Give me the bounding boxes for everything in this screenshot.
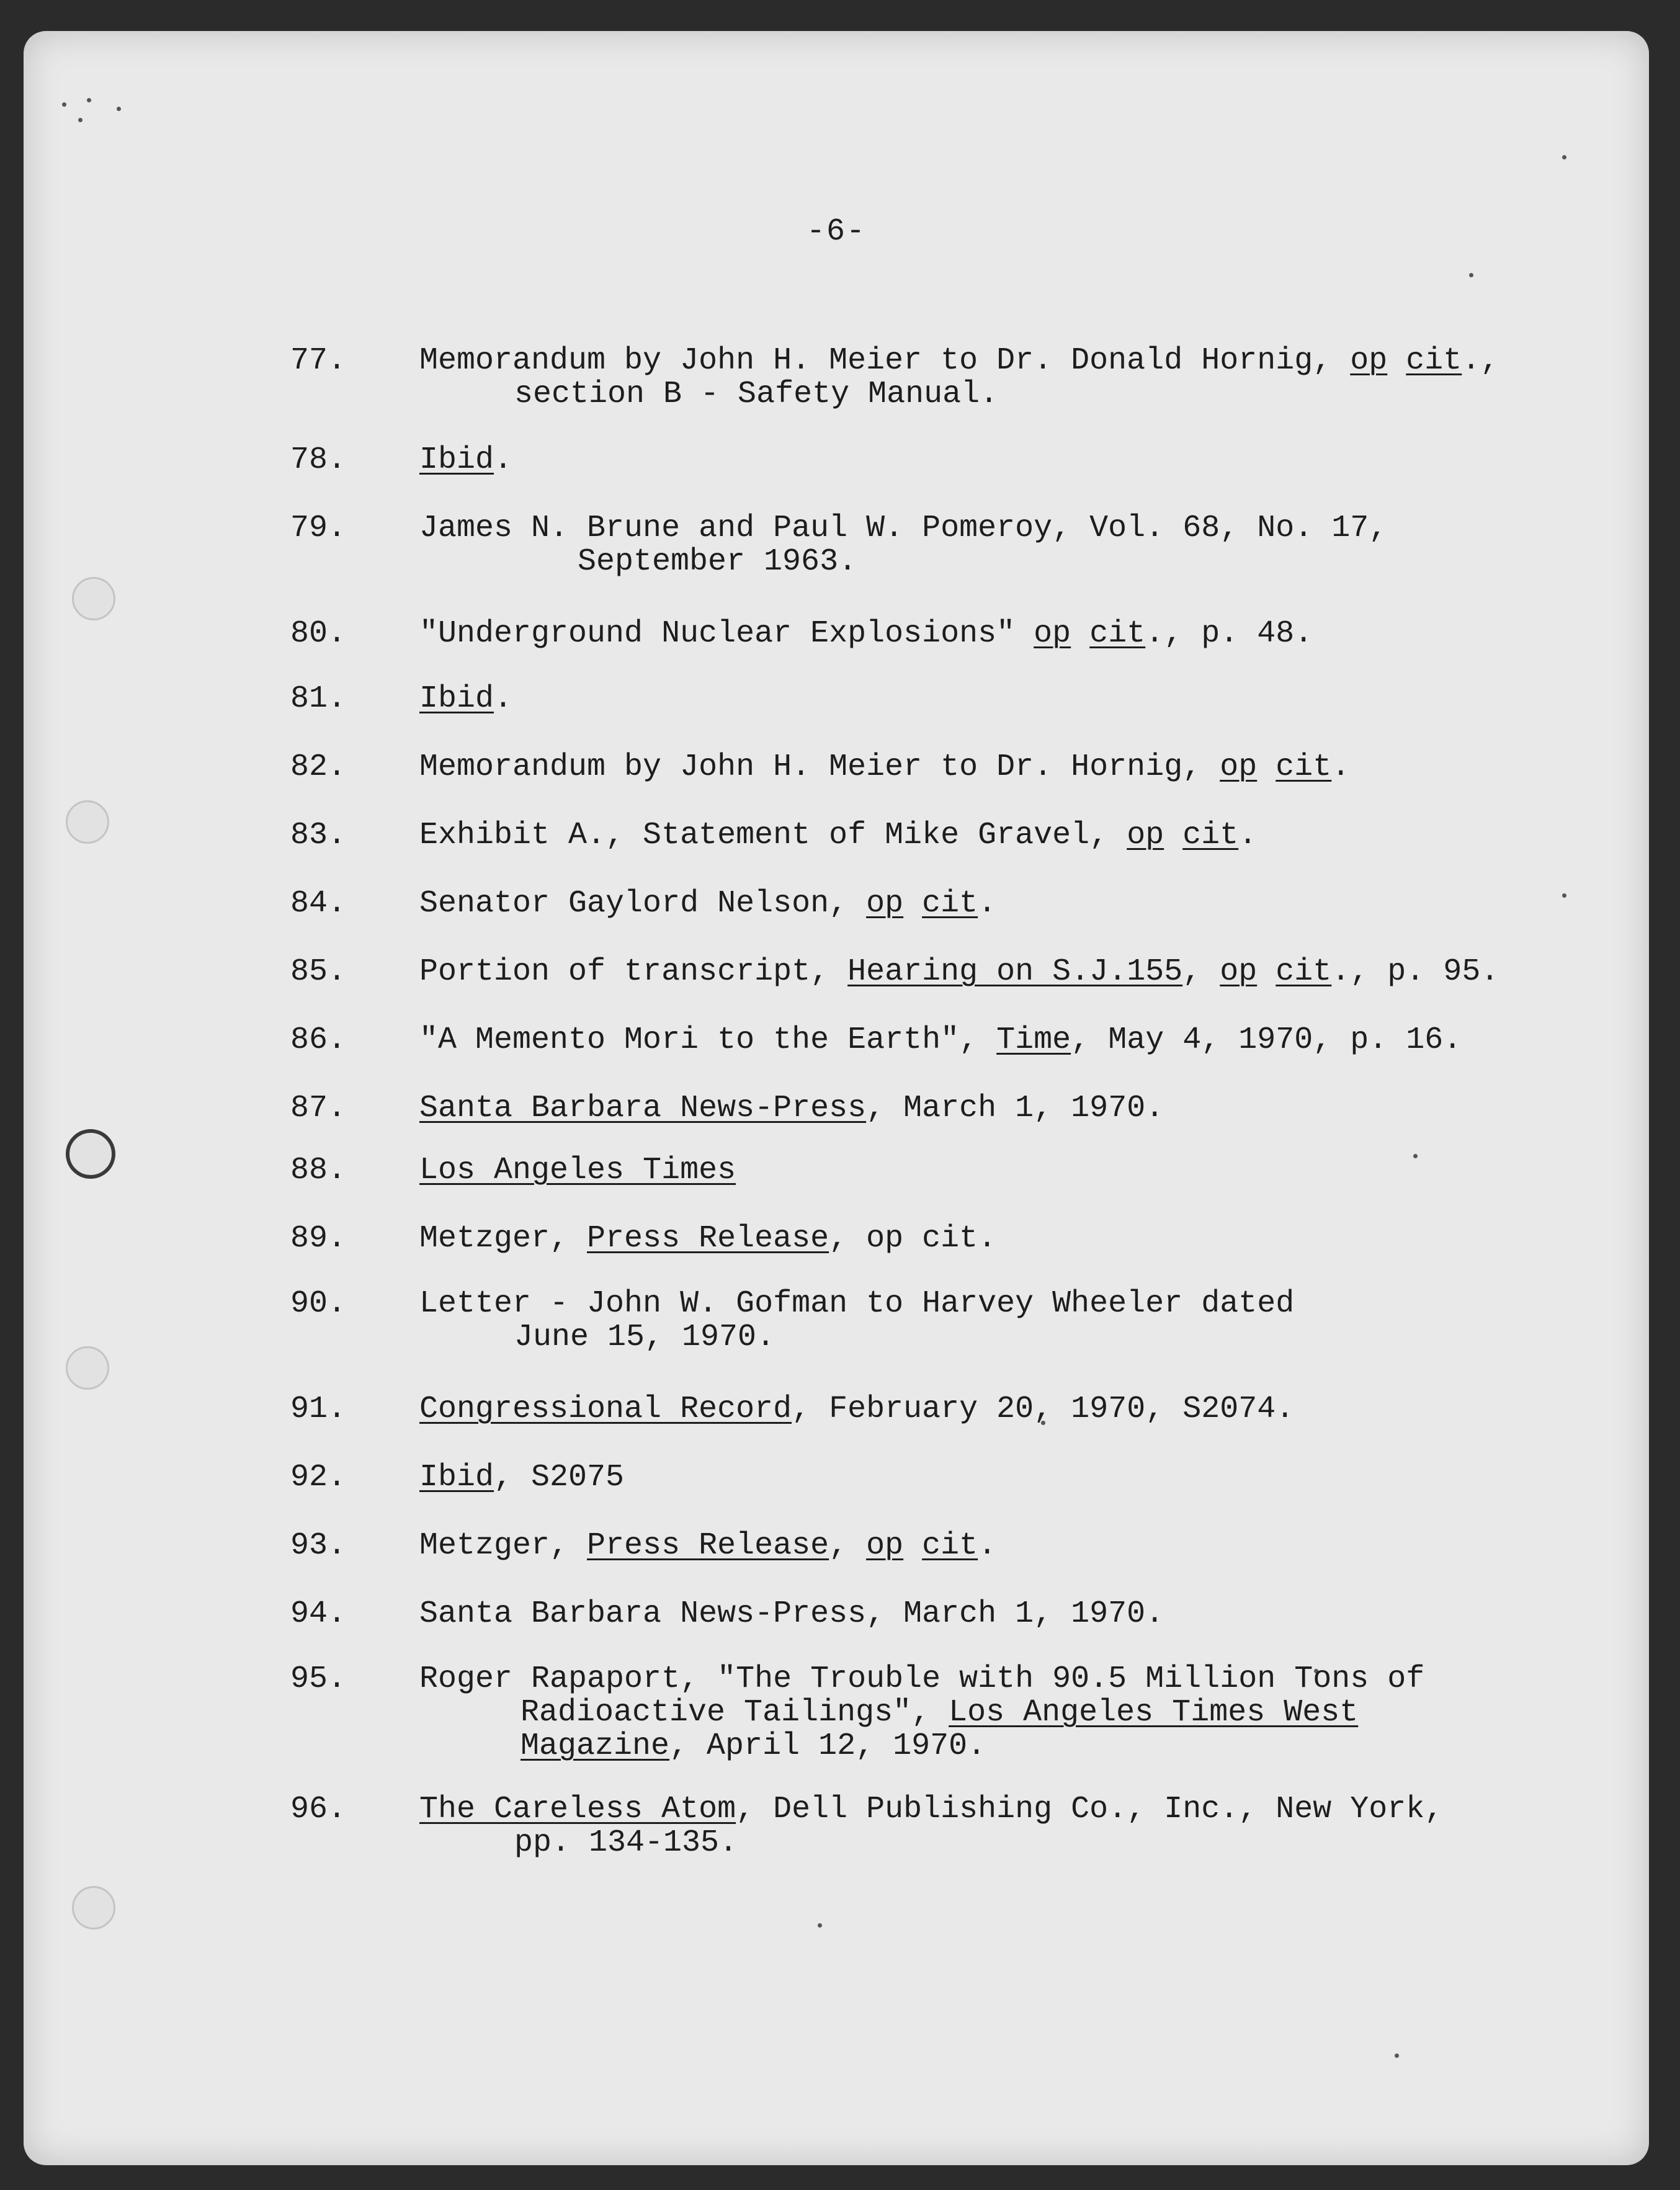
footnote-text-line [514, 378, 998, 411]
citation-text: , March 1, 1970. [866, 1091, 1164, 1126]
citation-text [903, 886, 922, 921]
citation-text [1257, 749, 1276, 785]
citation-text: , Dell Publishing Co., Inc., New York, [736, 1792, 1444, 1827]
citation-text: ., [1462, 343, 1499, 378]
underlined-citation: Congressional Record [419, 1392, 792, 1427]
citation-text: , May 4, 1970, p. 16. [1071, 1022, 1462, 1058]
footnote-number: 88. [290, 1153, 347, 1188]
document-page [24, 31, 1649, 2165]
footnote-text-line [578, 545, 857, 579]
footnote-number: 92. [290, 1460, 347, 1495]
footnote-number: 89. [290, 1221, 347, 1256]
footnote-text-line [419, 1222, 996, 1256]
footnote-number: 85. [290, 954, 347, 990]
punch-hole [66, 1346, 109, 1390]
citation-text [903, 1528, 922, 1563]
citation-text: September 1963. [578, 544, 857, 579]
citation-text: , op cit. [829, 1221, 997, 1256]
underlined-citation: Los Angeles Times [419, 1153, 736, 1188]
underlined-citation: Press Release [587, 1528, 829, 1563]
underlined-citation: cit [922, 886, 978, 921]
citation-text: Exhibit A., Statement of Mike Gravel, [419, 818, 1127, 853]
footnote-text-line [419, 751, 1350, 784]
ink-speck [1395, 2054, 1399, 2058]
underlined-citation: cit [1276, 749, 1332, 785]
footnote-text-line [419, 887, 996, 921]
underlined-citation: cit [1182, 818, 1239, 853]
citation-text: section B - Safety Manual. [514, 377, 999, 412]
citation-text: Metzger, [419, 1221, 588, 1256]
footnote-text-line [419, 1393, 1294, 1426]
citation-text: Santa Barbara News-Press, March 1, 1970. [419, 1596, 1164, 1632]
citation-text: Radioactive Tailings", [521, 1695, 949, 1730]
footnote-number: 95. [290, 1661, 347, 1697]
underlined-citation: The Careless Atom [419, 1792, 736, 1827]
footnote-number: 81. [290, 681, 347, 717]
citation-text: June 15, 1970. [514, 1320, 775, 1355]
footnote-text-line [419, 1529, 996, 1563]
footnote-number: 94. [290, 1596, 347, 1632]
citation-text: . [978, 886, 997, 921]
underlined-citation: cit [922, 1528, 978, 1563]
footnote-number: 84. [290, 886, 347, 921]
underlined-citation: Magazine [521, 1728, 670, 1764]
footnote-number: 80. [290, 616, 347, 651]
footnote-number: 79. [290, 511, 347, 546]
underlined-citation: op [1350, 343, 1388, 378]
citation-text: Senator Gaylord Nelson, [419, 886, 867, 921]
underlined-citation: Time [996, 1022, 1071, 1058]
citation-text: . [494, 442, 513, 478]
underlined-citation: Ibid [419, 1460, 494, 1495]
citation-text: . [978, 1528, 997, 1563]
footnote-number: 91. [290, 1392, 347, 1427]
footnote-text-line [419, 1598, 1164, 1631]
footnote-text-line [419, 1793, 1443, 1826]
citation-text [1257, 954, 1276, 990]
citation-text: Portion of transcript, [419, 954, 848, 990]
footnote-text-line [419, 617, 1313, 651]
citation-text: ., p. 48. [1145, 616, 1313, 651]
underlined-citation: op [1220, 954, 1258, 990]
footnote-text-line [521, 1696, 1358, 1730]
citation-text: James N. Brune and Paul W. Pomeroy, Vol. 68, No. 17, [419, 511, 1388, 546]
citation-text: , February 20, 1970, S2074. [792, 1392, 1295, 1427]
citation-text: , [829, 1528, 867, 1563]
footnote-number: 78. [290, 442, 347, 478]
footnote-number: 77. [290, 343, 347, 378]
ink-speck [1562, 155, 1566, 159]
underlined-citation: Press Release [587, 1221, 829, 1256]
citation-text: Memorandum by John H. Meier to Dr. Donald Hornig, [419, 343, 1351, 378]
underlined-citation: Hearing on S.J.155 [847, 954, 1183, 990]
citation-text: Letter - John W. Gofman to Harvey Wheeler dated [419, 1286, 1295, 1321]
citation-text: . [494, 681, 513, 717]
underlined-citation: op [866, 1528, 904, 1563]
ink-speck [1469, 273, 1473, 277]
punch-hole [72, 577, 115, 620]
footnote-text-line [419, 819, 1257, 852]
citation-text: , April 12, 1970. [669, 1728, 986, 1764]
citation-text: . [1238, 818, 1258, 853]
ink-speck [87, 98, 91, 102]
underlined-citation: Santa Barbara News-Press [419, 1091, 867, 1126]
footnote-text-line [419, 344, 1499, 378]
punch-hole [66, 800, 109, 844]
underlined-citation: op [1127, 818, 1164, 853]
citation-text: ., p. 95. [1331, 954, 1499, 990]
footnote-text-line [419, 1154, 736, 1187]
ink-speck [62, 102, 66, 107]
punch-hole [66, 1129, 115, 1179]
footnote-text-line [419, 1663, 1424, 1696]
footnote-text-line [419, 444, 512, 477]
underlined-citation: Ibid [419, 442, 494, 478]
footnote-text-line [419, 1024, 1462, 1057]
citation-text: , [1182, 954, 1220, 990]
citation-text: "Underground Nuclear Explosions" [419, 616, 1034, 651]
punch-hole [72, 1886, 115, 1929]
footnote-number: 82. [290, 749, 347, 785]
footnote-number: 96. [290, 1792, 347, 1827]
ink-speck [818, 1923, 822, 1928]
underlined-citation: cit [1276, 954, 1332, 990]
underlined-citation: op [866, 886, 904, 921]
page-number: -6- [806, 214, 866, 249]
ink-speck [117, 107, 121, 111]
footnote-number: 87. [290, 1091, 347, 1126]
footnote-number: 90. [290, 1286, 347, 1321]
footnote-text-line [514, 1321, 775, 1354]
citation-text [1387, 343, 1406, 378]
footnote-number: 86. [290, 1022, 347, 1058]
underlined-citation: cit [1406, 343, 1462, 378]
footnote-text-line [419, 682, 512, 716]
underlined-citation: Ibid [419, 681, 494, 717]
footnote-text-line [514, 1826, 738, 1860]
citation-text: , S2075 [494, 1460, 625, 1495]
citation-text [1164, 818, 1182, 853]
citation-text: Metzger, [419, 1528, 588, 1563]
citation-text: Memorandum by John H. Meier to Dr. Hornig, [419, 749, 1220, 785]
footnote-text-line [419, 1092, 1164, 1125]
citation-text: Roger Rapaport, "The Trouble with 90.5 Million Tons of [419, 1661, 1425, 1697]
underlined-citation: op [1034, 616, 1071, 651]
ink-speck [78, 118, 83, 122]
footnote-text-line [521, 1730, 986, 1763]
citation-text [1071, 616, 1089, 651]
ink-speck [1562, 893, 1566, 898]
citation-text: . [1331, 749, 1351, 785]
citation-text: pp. 134-135. [514, 1825, 738, 1861]
footnote-text-line [419, 1461, 624, 1495]
ink-speck [1413, 1154, 1418, 1158]
underlined-citation: op [1220, 749, 1258, 785]
footnote-text-line [419, 1287, 1294, 1321]
footnote-text-line [419, 955, 1499, 989]
underlined-citation: cit [1089, 616, 1146, 651]
footnote-number: 83. [290, 818, 347, 853]
citation-text: "A Memento Mori to the Earth", [419, 1022, 997, 1058]
footnote-text-line [419, 512, 1387, 545]
footnote-number: 93. [290, 1528, 347, 1563]
underlined-citation: Los Angeles Times West [949, 1695, 1359, 1730]
